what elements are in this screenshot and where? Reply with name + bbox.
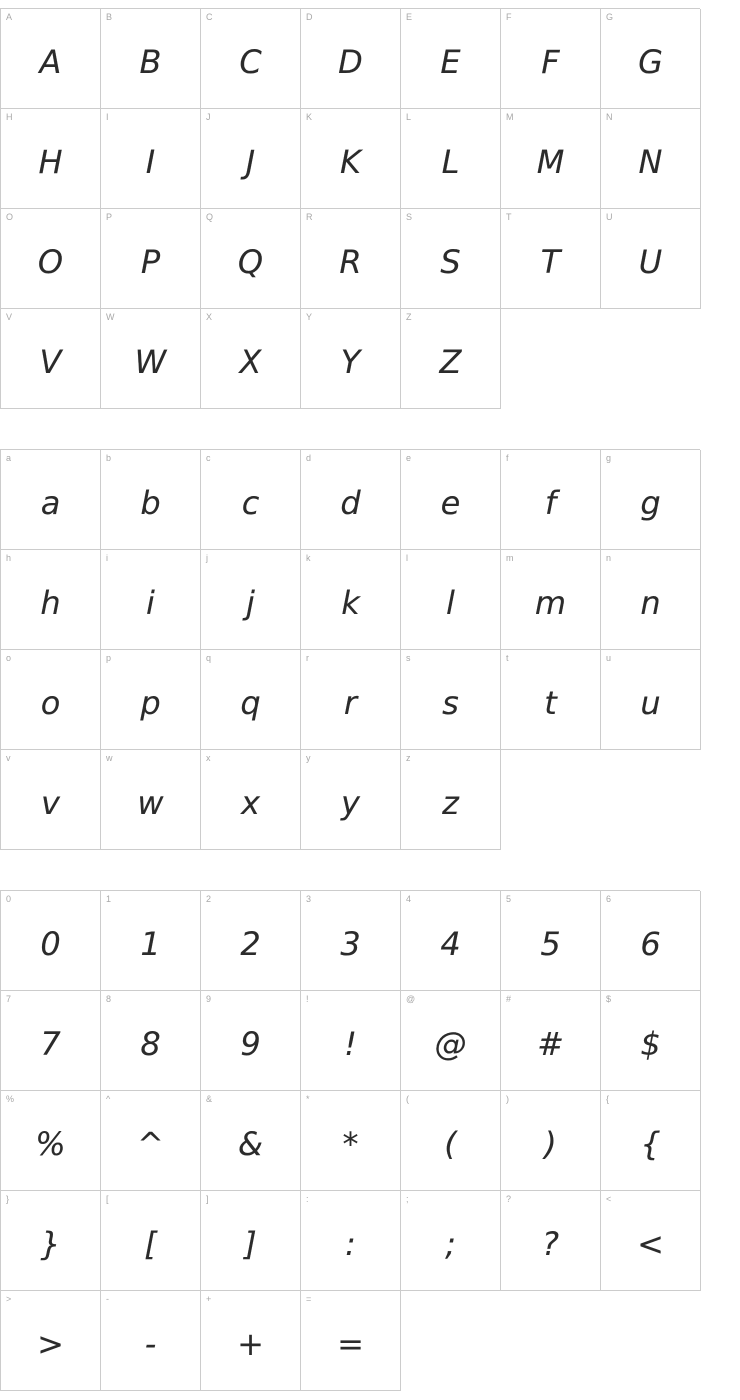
glyph-cell[interactable]	[601, 9, 701, 109]
glyph-preview: u	[640, 683, 661, 722]
glyph-preview: d	[340, 483, 361, 522]
glyph-cell[interactable]	[1, 209, 101, 309]
top-padding	[0, 0, 740, 8]
glyph-code-label: ?	[506, 1194, 512, 1204]
glyph-code-label: O	[6, 212, 14, 222]
glyph-code-label: >	[6, 1294, 12, 1304]
glyph-preview: %	[35, 1124, 66, 1163]
glyph-preview: R	[339, 242, 362, 281]
glyph-code-label: Z	[406, 312, 412, 322]
glyph-cell[interactable]	[401, 1191, 501, 1291]
glyph-cell[interactable]	[1, 309, 101, 409]
glyph-cell[interactable]	[601, 109, 701, 209]
glyph-preview: q	[240, 683, 261, 722]
glyph-cell[interactable]	[201, 9, 301, 109]
glyph-grid	[0, 8, 700, 409]
glyph-cell[interactable]	[301, 450, 401, 550]
glyph-code-label: D	[306, 12, 313, 22]
glyph-cell[interactable]	[501, 550, 601, 650]
glyph-preview: 8	[140, 1024, 161, 1063]
glyph-cell[interactable]	[501, 1091, 601, 1191]
glyph-preview: O	[37, 242, 64, 281]
glyph-cell-empty	[601, 750, 701, 850]
glyph-code-label: 6	[606, 894, 612, 904]
glyph-cell[interactable]	[101, 450, 201, 550]
glyph-code-label: Q	[206, 212, 214, 222]
glyph-code-label: Y	[306, 312, 313, 322]
glyph-cell[interactable]	[401, 309, 501, 409]
glyph-code-label: 7	[6, 994, 12, 1004]
glyph-code-label: P	[106, 212, 113, 222]
glyph-cell-empty	[601, 1291, 701, 1391]
glyph-preview: =	[337, 1324, 364, 1363]
glyph-code-label: c	[206, 453, 211, 463]
glyph-cell-empty	[501, 1291, 601, 1391]
section-digits-and-symbols	[0, 890, 740, 1391]
glyph-code-label: z	[406, 753, 411, 763]
glyph-code-label: $	[606, 994, 612, 1004]
glyph-code-label: h	[6, 553, 12, 563]
glyph-code-label: g	[606, 453, 612, 463]
glyph-code-label: l	[406, 553, 408, 563]
glyph-cell[interactable]	[1, 1291, 101, 1391]
glyph-code-label: 0	[6, 894, 12, 904]
glyph-code-label: *	[306, 1094, 310, 1104]
glyph-cell[interactable]	[601, 209, 701, 309]
glyph-cell[interactable]	[301, 550, 401, 650]
glyph-code-label: u	[606, 653, 612, 663]
glyph-code-label: e	[406, 453, 412, 463]
glyph-preview: e	[440, 483, 461, 522]
glyph-code-label: 5	[506, 894, 512, 904]
glyph-preview: #	[537, 1024, 564, 1063]
glyph-cell-empty	[601, 309, 701, 409]
glyph-code-label: f	[506, 453, 509, 463]
glyph-cell[interactable]	[501, 1191, 601, 1291]
glyph-code-label: v	[6, 753, 11, 763]
section-spacer	[0, 850, 740, 890]
glyph-code-label: 2	[206, 894, 212, 904]
glyph-preview: @	[434, 1024, 467, 1063]
glyph-preview: f	[544, 483, 557, 522]
glyph-preview: g	[640, 483, 661, 522]
glyph-code-label: q	[206, 653, 212, 663]
glyph-preview: !	[344, 1024, 357, 1063]
glyph-cell[interactable]	[301, 991, 401, 1091]
glyph-cell[interactable]	[1, 1191, 101, 1291]
glyph-code-label: &	[206, 1094, 213, 1104]
glyph-preview: <	[637, 1224, 664, 1263]
glyph-code-label: b	[106, 453, 112, 463]
glyph-code-label: S	[406, 212, 413, 222]
glyph-code-label: -	[106, 1294, 109, 1304]
glyph-cell[interactable]	[401, 1091, 501, 1191]
glyph-cell[interactable]	[1, 1091, 101, 1191]
glyph-cell[interactable]	[401, 550, 501, 650]
glyph-code-label: =	[306, 1294, 312, 1304]
glyph-preview: $	[640, 1024, 661, 1063]
glyph-code-label: [	[106, 1194, 109, 1204]
glyph-preview: o	[40, 683, 61, 722]
glyph-preview: 0	[40, 924, 61, 963]
glyph-preview: {	[640, 1124, 661, 1163]
glyph-cell[interactable]	[601, 450, 701, 550]
glyph-code-label: x	[206, 753, 211, 763]
section-uppercase-letters	[0, 8, 740, 409]
glyph-code-label: r	[306, 653, 309, 663]
glyph-cell[interactable]	[201, 750, 301, 850]
glyph-preview: [	[144, 1224, 157, 1263]
glyph-cell[interactable]	[301, 750, 401, 850]
glyph-cell[interactable]	[101, 209, 201, 309]
glyph-cell[interactable]	[301, 891, 401, 991]
glyph-code-label: i	[106, 553, 108, 563]
glyph-cell[interactable]	[501, 891, 601, 991]
glyph-preview: ?	[542, 1224, 559, 1263]
glyph-preview: 9	[240, 1024, 261, 1063]
glyph-code-label: d	[306, 453, 312, 463]
glyph-cell[interactable]	[201, 450, 301, 550]
glyph-preview: &	[238, 1124, 263, 1163]
glyph-code-label: }	[6, 1194, 10, 1204]
glyph-cell[interactable]	[201, 1091, 301, 1191]
glyph-cell[interactable]	[1, 550, 101, 650]
glyph-preview: X	[239, 342, 262, 381]
glyph-cell[interactable]	[201, 650, 301, 750]
glyph-cell[interactable]	[1, 9, 101, 109]
glyph-cell[interactable]	[501, 9, 601, 109]
glyph-code-label: t	[506, 653, 509, 663]
glyph-preview: Q	[237, 242, 264, 281]
glyph-code-label: +	[206, 1294, 212, 1304]
glyph-cell[interactable]	[601, 650, 701, 750]
glyph-code-label: N	[606, 112, 613, 122]
glyph-preview: >	[37, 1324, 64, 1363]
glyph-code-label: )	[506, 1094, 509, 1104]
glyph-preview: 3	[340, 924, 361, 963]
glyph-cell[interactable]	[101, 109, 201, 209]
glyph-grid	[0, 449, 700, 850]
glyph-cell[interactable]	[201, 309, 301, 409]
glyph-cell[interactable]	[201, 209, 301, 309]
glyph-code-label: T	[506, 212, 512, 222]
glyph-code-label: p	[106, 653, 112, 663]
glyph-grid	[0, 890, 700, 1391]
glyph-preview: F	[541, 42, 560, 81]
glyph-cell[interactable]	[201, 1191, 301, 1291]
glyph-cell[interactable]	[101, 1291, 201, 1391]
glyph-cell[interactable]	[401, 109, 501, 209]
glyph-code-label: #	[506, 994, 512, 1004]
glyph-code-label: E	[406, 12, 413, 22]
glyph-preview: U	[638, 242, 663, 281]
glyph-preview: G	[638, 42, 663, 81]
glyph-preview: +	[237, 1324, 264, 1363]
glyph-cell[interactable]	[301, 1091, 401, 1191]
glyph-code-label: R	[306, 212, 313, 222]
glyph-cell[interactable]	[401, 991, 501, 1091]
glyph-code-label: k	[306, 553, 311, 563]
glyph-cell[interactable]	[101, 9, 201, 109]
glyph-cell[interactable]	[201, 991, 301, 1091]
glyph-preview: 7	[40, 1024, 61, 1063]
glyph-preview: b	[140, 483, 161, 522]
glyph-code-label: m	[506, 553, 514, 563]
glyph-preview: w	[137, 783, 164, 822]
glyph-preview: 6	[640, 924, 661, 963]
glyph-code-label: j	[206, 553, 208, 563]
glyph-cell[interactable]	[401, 891, 501, 991]
glyph-code-label: L	[406, 112, 412, 122]
glyph-preview: m	[534, 583, 567, 622]
glyph-code-label: 1	[106, 894, 112, 904]
glyph-code-label: @	[406, 994, 416, 1004]
glyph-preview: )	[544, 1124, 557, 1163]
glyph-cell[interactable]	[201, 550, 301, 650]
glyph-preview: H	[38, 142, 63, 181]
glyph-preview: Z	[439, 342, 462, 381]
glyph-preview: c	[241, 483, 260, 522]
glyph-cell[interactable]	[301, 1191, 401, 1291]
glyph-preview: C	[239, 42, 262, 81]
glyph-cell[interactable]	[401, 650, 501, 750]
glyph-cell[interactable]	[1, 450, 101, 550]
glyph-cell[interactable]	[401, 9, 501, 109]
glyph-cell[interactable]	[301, 9, 401, 109]
glyph-preview: W	[134, 342, 167, 381]
glyph-cell[interactable]	[101, 891, 201, 991]
glyph-preview: v	[41, 783, 60, 822]
glyph-code-label: W	[106, 312, 115, 322]
glyph-code-label: s	[406, 653, 411, 663]
glyph-cell[interactable]	[201, 1291, 301, 1391]
glyph-code-label: U	[606, 212, 613, 222]
glyph-preview: :	[345, 1224, 356, 1263]
glyph-code-label: <	[606, 1194, 612, 1204]
glyph-preview: k	[341, 583, 360, 622]
glyph-preview: 1	[140, 924, 161, 963]
sections-container	[0, 8, 740, 1391]
glyph-preview: I	[145, 142, 156, 181]
glyph-code-label: F	[506, 12, 512, 22]
glyph-cell[interactable]	[301, 309, 401, 409]
glyph-preview: K	[340, 142, 361, 181]
glyph-code-label: y	[306, 753, 311, 763]
glyph-cell[interactable]	[301, 109, 401, 209]
glyph-code-label: ;	[406, 1194, 409, 1204]
section-spacer	[0, 409, 740, 449]
glyph-code-label: B	[106, 12, 113, 22]
glyph-code-label: ]	[206, 1194, 209, 1204]
glyph-cell[interactable]	[301, 1291, 401, 1391]
glyph-preview: D	[338, 42, 363, 81]
glyph-preview: -	[144, 1324, 157, 1363]
glyph-code-label: 8	[106, 994, 112, 1004]
glyph-cell-empty	[401, 1291, 501, 1391]
glyph-code-label: A	[6, 12, 13, 22]
glyph-cell[interactable]	[401, 750, 501, 850]
glyph-preview: 4	[440, 924, 461, 963]
glyph-cell[interactable]	[1, 750, 101, 850]
glyph-code-label: X	[206, 312, 213, 322]
glyph-code-label: a	[6, 453, 12, 463]
glyph-cell[interactable]	[301, 209, 401, 309]
glyph-preview: B	[139, 42, 162, 81]
glyph-preview: ;	[445, 1224, 456, 1263]
glyph-preview: l	[446, 583, 455, 622]
glyph-code-label: %	[6, 1094, 15, 1104]
glyph-code-label: :	[306, 1194, 309, 1204]
glyph-preview: i	[146, 583, 155, 622]
glyph-preview: n	[640, 583, 661, 622]
glyph-preview: y	[341, 783, 360, 822]
glyph-cell[interactable]	[101, 550, 201, 650]
glyph-preview: p	[140, 683, 161, 722]
glyph-cell[interactable]	[101, 650, 201, 750]
glyph-cell[interactable]	[201, 109, 301, 209]
glyph-cell[interactable]	[501, 450, 601, 550]
glyph-preview: A	[39, 42, 62, 81]
glyph-cell[interactable]	[401, 450, 501, 550]
glyph-cell[interactable]	[501, 650, 601, 750]
glyph-preview: a	[40, 483, 61, 522]
glyph-code-label: M	[506, 112, 514, 122]
glyph-code-label: J	[206, 112, 211, 122]
glyph-cell[interactable]	[1, 991, 101, 1091]
glyph-preview: J	[245, 142, 256, 181]
glyph-preview: 5	[540, 924, 561, 963]
glyph-cell[interactable]	[101, 750, 201, 850]
glyph-preview: (	[444, 1124, 457, 1163]
glyph-cell[interactable]	[501, 109, 601, 209]
glyph-cell[interactable]	[101, 1091, 201, 1191]
glyph-code-label: G	[606, 12, 614, 22]
glyph-preview: M	[536, 142, 565, 181]
glyph-cell[interactable]	[101, 991, 201, 1091]
glyph-code-label: !	[306, 994, 309, 1004]
glyph-preview: S	[440, 242, 461, 281]
glyph-code-label: V	[6, 312, 13, 322]
glyph-cell[interactable]	[501, 991, 601, 1091]
glyph-cell[interactable]	[601, 1091, 701, 1191]
glyph-cell[interactable]	[201, 891, 301, 991]
glyph-cell[interactable]	[501, 209, 601, 309]
glyph-cell[interactable]	[601, 1191, 701, 1291]
section-lowercase-letters	[0, 449, 740, 850]
glyph-code-label: 9	[206, 994, 212, 1004]
glyph-preview: z	[442, 783, 459, 822]
glyph-preview: P	[140, 242, 161, 281]
glyph-preview: ]	[244, 1224, 257, 1263]
glyph-code-label: ^	[106, 1094, 111, 1104]
glyph-code-label: {	[606, 1094, 610, 1104]
glyph-preview: t	[544, 683, 557, 722]
glyph-preview: T	[540, 242, 561, 281]
glyph-cell[interactable]	[401, 209, 501, 309]
glyph-preview: Y	[340, 342, 361, 381]
glyph-code-label: 4	[406, 894, 412, 904]
glyph-code-label: C	[206, 12, 213, 22]
glyph-preview: ^	[137, 1124, 164, 1163]
glyph-cell[interactable]	[1, 650, 101, 750]
glyph-code-label: w	[106, 753, 113, 763]
glyph-cell[interactable]	[1, 109, 101, 209]
glyph-preview: *	[342, 1124, 359, 1163]
glyph-cell[interactable]	[601, 891, 701, 991]
glyph-preview: s	[442, 683, 459, 722]
glyph-cell[interactable]	[1, 891, 101, 991]
glyph-code-label: H	[6, 112, 13, 122]
glyph-code-label: o	[6, 653, 12, 663]
glyph-code-label: n	[606, 553, 612, 563]
glyph-preview: j	[246, 583, 255, 622]
glyph-preview: V	[39, 342, 62, 381]
glyph-preview: N	[638, 142, 663, 181]
glyph-cell-empty	[501, 750, 601, 850]
glyph-preview: h	[40, 583, 61, 622]
glyph-code-label: (	[406, 1094, 409, 1104]
glyph-cell[interactable]	[101, 1191, 201, 1291]
glyph-cell-empty	[501, 309, 601, 409]
glyph-code-label: I	[106, 112, 109, 122]
glyph-preview: }	[40, 1224, 61, 1263]
glyph-cell[interactable]	[301, 650, 401, 750]
glyph-preview: E	[440, 42, 461, 81]
glyph-cell[interactable]	[601, 991, 701, 1091]
glyph-preview: x	[241, 783, 260, 822]
glyph-code-label: K	[306, 112, 313, 122]
glyph-cell[interactable]	[601, 550, 701, 650]
glyph-preview: L	[441, 142, 460, 181]
glyph-preview: 2	[240, 924, 261, 963]
glyph-cell[interactable]	[101, 309, 201, 409]
glyph-code-label: 3	[306, 894, 312, 904]
glyph-preview: r	[343, 683, 358, 722]
